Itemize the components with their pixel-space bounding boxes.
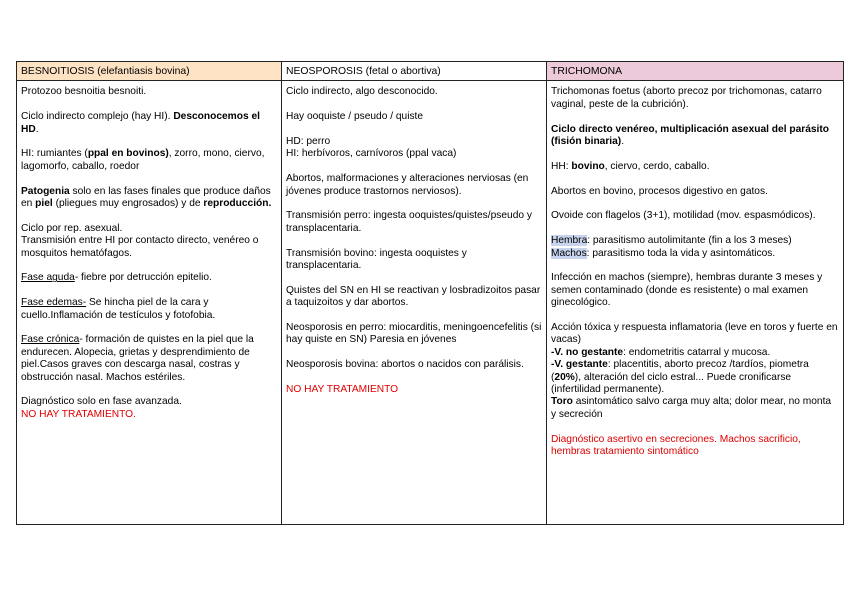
text: Trichomonas foetus (aborto precoz por trichomonas, catarro vaginal, peste de la cubrición). xyxy=(551,86,822,110)
text: (pliegues muy engrosados) y de xyxy=(52,198,204,210)
text-block xyxy=(551,161,839,173)
text: asintomático salvo carga muy alta; dolor mear, no monta y secreción xyxy=(551,396,832,420)
text: - fiebre por detrucción epitelio. xyxy=(74,272,212,284)
text-bold: Desconocemos el HD xyxy=(21,111,260,135)
text-highlighted: Hembra xyxy=(551,235,588,247)
text: , zorro, mono, ciervo, lagomorfo, caballo, roedor xyxy=(21,148,265,172)
text-bold: bovino xyxy=(571,160,605,172)
text-block xyxy=(21,396,277,421)
text-block xyxy=(21,272,277,284)
text: Transmisión bovino: ingesta ooquistes y transplacentaria. xyxy=(286,247,467,272)
text: : parasitismo toda la vida y asintomáticos. xyxy=(586,247,776,259)
text: Ciclo por rep. asexual. xyxy=(21,222,123,234)
text-block xyxy=(21,86,277,98)
text-block xyxy=(551,235,839,260)
text-bold: reproducción. xyxy=(203,198,272,210)
text-block xyxy=(286,285,542,310)
text-underlined: Fase crónica xyxy=(21,334,80,346)
text-highlighted: Machos xyxy=(551,247,587,259)
text-underlined: Fase aguda xyxy=(21,272,75,284)
text: Ciclo indirecto, algo desconocido. xyxy=(286,86,438,98)
text: , ciervo, cerdo, caballo. xyxy=(604,160,710,172)
header-besnoitiosis: BESNOITIOSIS (elefantiasis bovina) xyxy=(17,62,282,81)
text-block xyxy=(551,210,839,222)
text: HI: rumiantes ( xyxy=(21,148,88,160)
text-block xyxy=(551,186,839,198)
text-block xyxy=(551,86,839,111)
text-red: NO HAY TRATAMIENTO xyxy=(286,384,399,396)
text-red: Diagnóstico asertivo en secreciones. Machos sacrificio, hembras tratamiento sintomático xyxy=(551,433,801,458)
text: Protozoo besnoitia besnoiti. xyxy=(21,86,147,98)
text-bold: Ciclo directo venéreo, multiplicación asexual del parásito (fisión binaria) xyxy=(551,123,829,148)
text: HI: herbívoros, carnívoros (ppal vaca) xyxy=(286,148,457,160)
text-bold: -V. gestante xyxy=(551,359,608,371)
text-block xyxy=(286,384,542,396)
content-row xyxy=(17,81,844,525)
text-underlined: Fase edemas- xyxy=(21,297,87,309)
cell-besnoitiosis xyxy=(17,81,282,525)
header-trichomona: TRICHOMONA xyxy=(547,62,844,81)
text-bold: -V. no gestante xyxy=(551,346,624,358)
text-bold: Toro xyxy=(551,396,573,408)
text-block xyxy=(286,86,542,98)
text-block xyxy=(21,111,277,136)
text: Hay ooquiste / pseudo / quiste xyxy=(286,111,424,123)
text-red: NO HAY TRATAMIENTO. xyxy=(21,408,136,420)
text: Neosporosis en perro: miocarditis, meningoencefelitis (si hay quiste en SN) Paresia en jóvenes xyxy=(286,322,542,346)
text-block xyxy=(286,111,542,123)
text: Quistes del SN en HI se reactivan y losbradizoitos pasar a taquizoitos y dar abortos. xyxy=(286,284,541,309)
text-block xyxy=(21,186,277,211)
text-block xyxy=(21,148,277,173)
text-block xyxy=(286,173,542,198)
text-bold: Patogenia xyxy=(21,185,70,197)
text: : endometritis catarral y mucosa. xyxy=(623,346,771,358)
text: Transmisión entre HI por contacto directo, venéreo o mosquitos hematófagos. xyxy=(21,235,259,259)
text-block xyxy=(286,248,542,273)
text-block xyxy=(286,322,542,347)
text: ), alteración del ciclo estral... Puede cronificarse (infertilidad permanente). xyxy=(551,371,792,396)
text: Se hincha piel de la cara y cuello.Inflamación de testículos y fotofobia. xyxy=(21,297,216,321)
text-block xyxy=(21,223,277,260)
cell-trichomona xyxy=(547,81,844,525)
text: - formación de quistes en la piel que la endurecen. Alopecia, grietas y desprendimiento de piel.Casos graves con descarga nasal, costras y obstrucción nasal. Machos estériles. xyxy=(21,334,254,383)
text-bold: ppal en bovinos) xyxy=(87,148,169,160)
text: Abortos en bovino, procesos digestivo en gatos. xyxy=(551,185,768,197)
header-row xyxy=(17,62,844,81)
text: Acción tóxica y respuesta inflamatoria (leve en toros y fuerte en vacas) xyxy=(551,322,838,346)
text-block xyxy=(551,124,839,149)
text-bold: 20% xyxy=(554,371,575,383)
text-block xyxy=(551,322,839,421)
text-block xyxy=(21,297,277,322)
text: Infección en machos (siempre), hembras durante 3 meses y semen contaminado (donde es resistente) o mal examen ginecológico. xyxy=(551,272,823,309)
text: Diagnóstico solo en fase avanzada. xyxy=(21,396,182,408)
text: HD: perro xyxy=(286,136,331,147)
text: Ciclo indirecto complejo (hay HI). xyxy=(21,111,174,123)
header-neosporosis: NEOSPOROSIS (fetal o abortiva) xyxy=(282,62,547,81)
text-block xyxy=(21,334,277,384)
text-block xyxy=(286,136,542,161)
text: Abortos, malformaciones y alteraciones nerviosas (en jóvenes produce trastornos nerviosos). xyxy=(286,173,529,197)
text: : placentitis, aborto precoz /tardíos, piometra ( xyxy=(551,359,809,383)
text: solo en las fases finales que produce daños en xyxy=(21,185,271,210)
text: . xyxy=(621,136,625,148)
text-bold: piel xyxy=(35,198,53,210)
text: Neosporosis bovina: abortos o nacidos con parálisis. xyxy=(286,359,524,371)
text: : parasitismo autolimitante (fin a los 3 meses) xyxy=(587,235,792,247)
text: Ovoide con flagelos (3+1), motilidad (mov. espasmódicos). xyxy=(551,210,816,222)
text: HH: xyxy=(551,160,572,172)
comparison-table xyxy=(16,61,844,525)
text-block xyxy=(286,359,542,371)
text-block xyxy=(286,210,542,235)
cell-neosporosis xyxy=(282,81,547,525)
text: Transmisión perro: ingesta ooquistes/quistes/pseudo y transplacentaria. xyxy=(286,210,532,234)
text: . xyxy=(35,123,39,135)
text-block xyxy=(551,272,839,309)
text-block xyxy=(551,434,839,459)
